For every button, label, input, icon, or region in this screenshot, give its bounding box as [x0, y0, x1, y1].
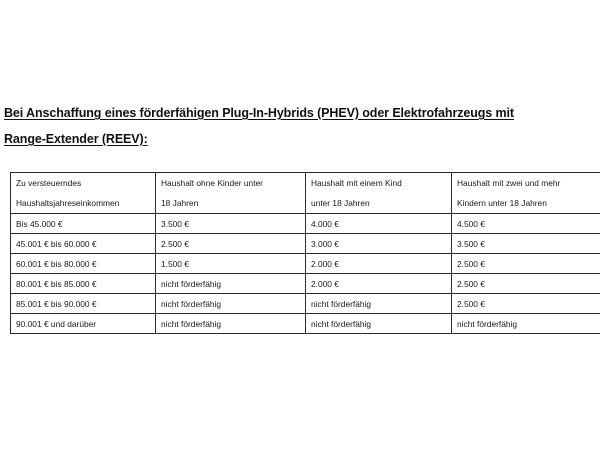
table-cell: 45.001 € bis 60.000 € [11, 234, 156, 254]
header-cell-two-plus-children [452, 173, 600, 214]
document-heading [4, 100, 594, 152]
table-cell: nicht förderfähig [156, 314, 306, 334]
header-text: Haushalt ohne Kinder unter [161, 178, 263, 188]
table-row [11, 254, 600, 274]
subsidy-table [10, 172, 600, 334]
table-cell: 3.500 € [452, 234, 600, 254]
header-cell-income [11, 173, 156, 214]
table-cell: 4.500 € [452, 214, 600, 234]
table-row [11, 274, 600, 294]
header-text: unter 18 Jahren [311, 198, 370, 208]
table-row [11, 234, 600, 254]
table-cell: 2.000 € [306, 274, 452, 294]
table-cell: 2.500 € [452, 254, 600, 274]
table-cell: 3.500 € [156, 214, 306, 234]
table-cell: 2.500 € [452, 294, 600, 314]
table-cell: 90.001 € und darüber [11, 314, 156, 334]
table-cell: 60.001 € bis 80.000 € [11, 254, 156, 274]
heading-line-1: Bei Anschaffung eines förderfähigen Plug-In-Hybrids (PHEV) oder Elektrofahrzeugs mit [4, 106, 514, 120]
heading-line-2: Range-Extender (REEV): [4, 132, 148, 146]
table-cell: Bis 45.000 € [11, 214, 156, 234]
header-text: Haushaltsjahreseinkommen [16, 198, 120, 208]
table-cell: 2.500 € [156, 234, 306, 254]
table-header-row [11, 173, 600, 214]
table-row [11, 314, 600, 334]
header-text: Haushalt mit zwei und mehr [457, 178, 561, 188]
header-text: 18 Jahren [161, 198, 199, 208]
table-cell: 4.000 € [306, 214, 452, 234]
table-cell: 85.001 € bis 90.000 € [11, 294, 156, 314]
table-cell: nicht förderfähig [156, 294, 306, 314]
table-cell: nicht förderfähig [156, 274, 306, 294]
table-cell: nicht förderfähig [452, 314, 600, 334]
table-cell: nicht förderfähig [306, 314, 452, 334]
header-cell-no-children [156, 173, 306, 214]
table-cell: 2.500 € [452, 274, 600, 294]
table-cell: 80.001 € bis 85.000 € [11, 274, 156, 294]
header-cell-one-child [306, 173, 452, 214]
header-text: Kindern unter 18 Jahren [457, 198, 547, 208]
table-cell: 3.000 € [306, 234, 452, 254]
table-row [11, 294, 600, 314]
table-cell: 1.500 € [156, 254, 306, 274]
header-text: Zu versteuerndes [16, 178, 82, 188]
header-text: Haushalt mit einem Kind [311, 178, 402, 188]
table-cell: nicht förderfähig [306, 294, 452, 314]
table-cell: 2.000 € [306, 254, 452, 274]
table-row [11, 214, 600, 234]
